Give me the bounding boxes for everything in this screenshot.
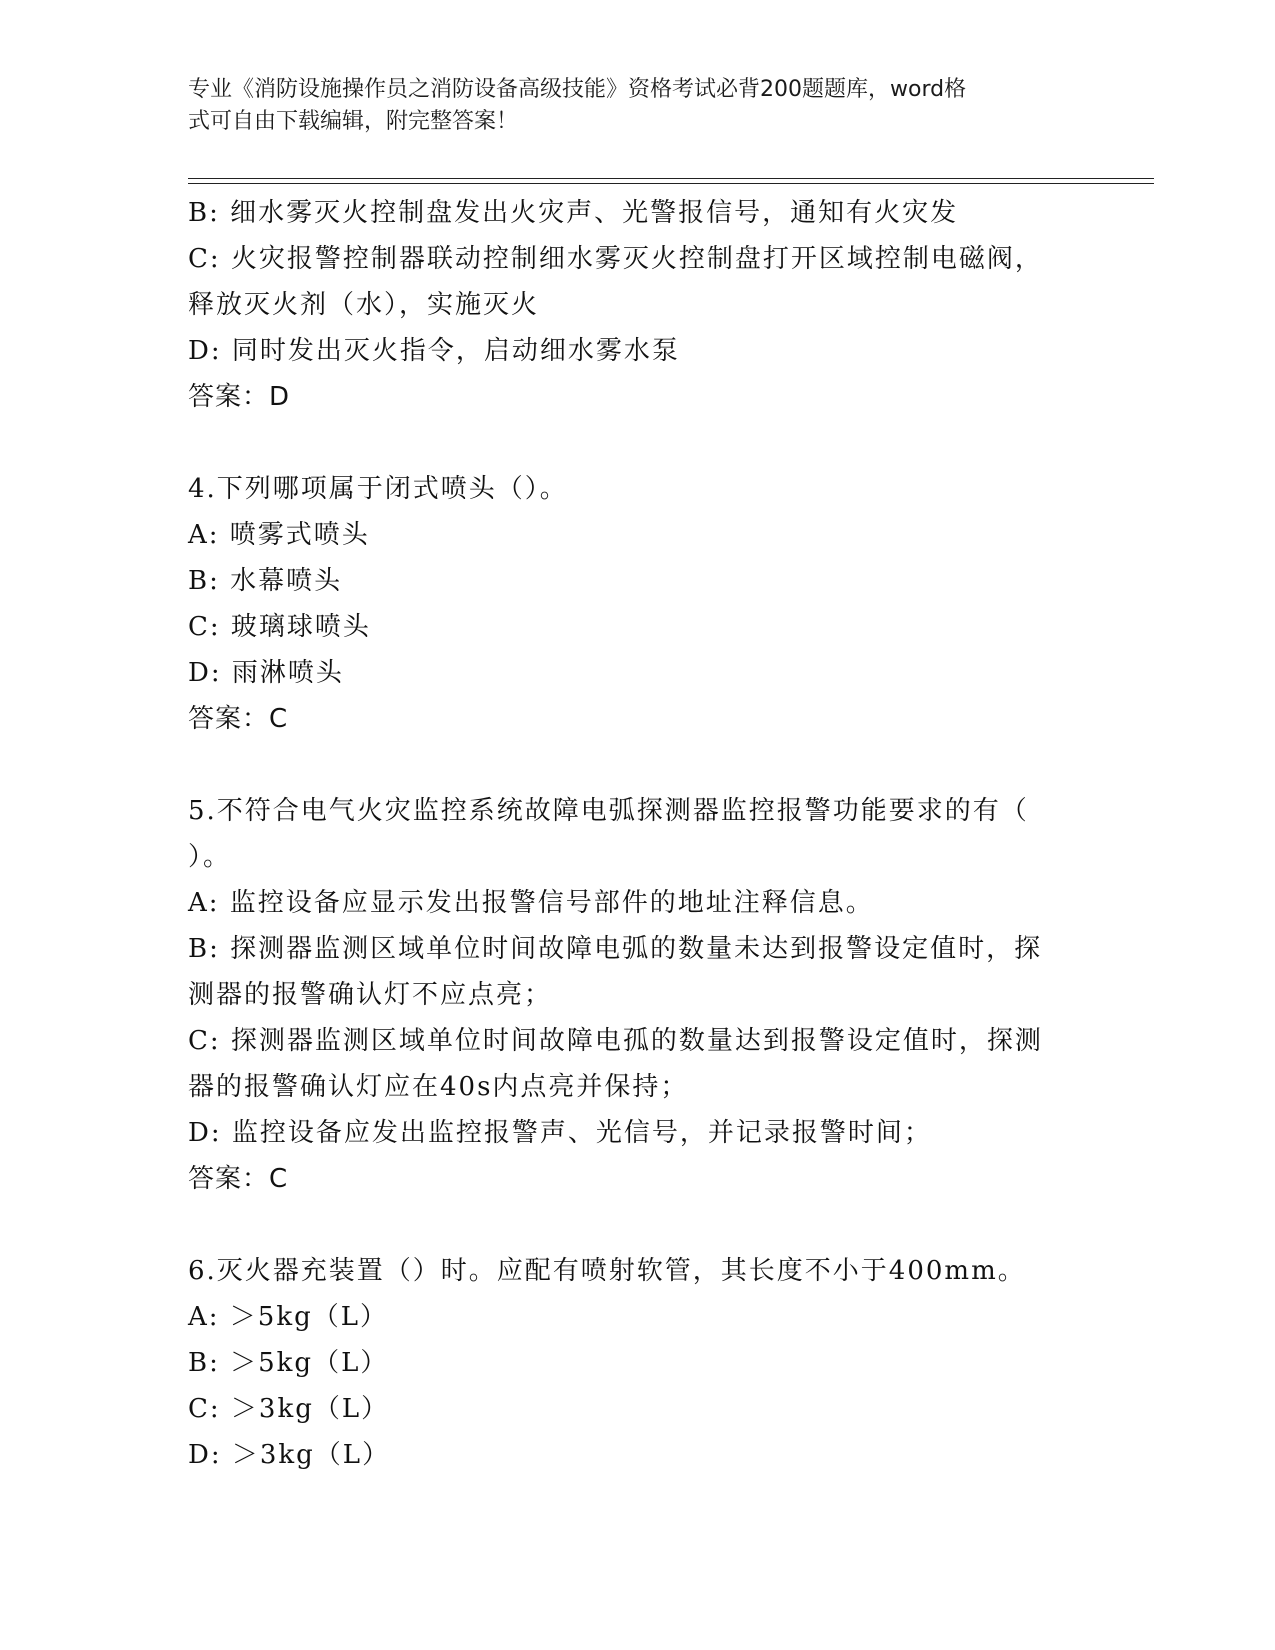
answer: 答案：C <box>188 1164 289 1194</box>
question-5 <box>188 788 1088 1202</box>
spacer <box>188 742 1088 788</box>
header-line-2: 式可自由下载编辑，附完整答案！ <box>188 109 519 134</box>
document-header <box>188 74 1088 138</box>
header-divider-top <box>188 178 1154 179</box>
spacer <box>188 1202 1088 1248</box>
option-d: D: 雨淋喷头 <box>188 658 344 688</box>
option-a: A: 监控设备应显示发出报警信号部件的地址注释信息。 <box>188 888 874 918</box>
question-3 <box>188 190 1088 420</box>
option-a: A: 喷雾式喷头 <box>188 520 370 550</box>
spacer <box>188 420 1088 466</box>
question-text: 6.灭火器充装置（）时。应配有喷射软管，其长度不小于400mm。 <box>188 1256 1026 1286</box>
option-c: C: ＞3kg（L） <box>188 1394 390 1424</box>
option-b: B: ＞5kg（L） <box>188 1348 389 1378</box>
option-c-line-2: 释放灭火剂（水），实施灭火 <box>188 290 540 320</box>
option-c-line-2: 器的报警确认灯应在40s内点亮并保持； <box>188 1072 689 1102</box>
option-c: C: 玻璃球喷头 <box>188 612 371 642</box>
question-text-line-2: ）。 <box>188 842 232 872</box>
option-a: A: ＞5kg（L） <box>188 1302 389 1332</box>
question-list <box>188 190 1088 1478</box>
answer: 答案：D <box>188 382 291 412</box>
option-c-line-1: C: 探测器监测区域单位时间故障电孤的数量达到报警设定值时，探测 <box>188 1026 1043 1056</box>
option-d: D: 同时发出灭火指令，启动细水雾水泵 <box>188 336 680 366</box>
option-d: D: 监控设备应发出监控报警声、光信号，并记录报警时间； <box>188 1118 932 1148</box>
header-line-1: 专业《消防设施操作员之消防设备高级技能》资格考试必背200题题库，word格 <box>188 77 967 102</box>
option-b: B: 细水雾灭火控制盘发出火灾声、光警报信号，通知有火灾发 <box>188 198 959 228</box>
question-6 <box>188 1248 1088 1478</box>
question-4 <box>188 466 1088 742</box>
answer: 答案：C <box>188 704 289 734</box>
option-b: B: 水幕喷头 <box>188 566 343 596</box>
option-b-line-1: B: 探测器监测区域单位时间故障电弧的数量未达到报警设定值时，探 <box>188 934 1043 964</box>
option-c-line-1: C: 火灾报警控制器联动控制细水雾灭火控制盘打开区域控制电磁阀， <box>188 244 1043 274</box>
option-b-line-2: 测器的报警确认灯不应点亮； <box>188 980 553 1010</box>
question-text: 4.下列哪项属于闭式喷头（）。 <box>188 474 568 504</box>
header-divider-bottom <box>188 183 1154 184</box>
question-text-line-1: 5.不符合电气火灾监控系统故障电弧探测器监控报警功能要求的有（ <box>188 796 1029 826</box>
option-d: D: ＞3kg（L） <box>188 1440 391 1470</box>
